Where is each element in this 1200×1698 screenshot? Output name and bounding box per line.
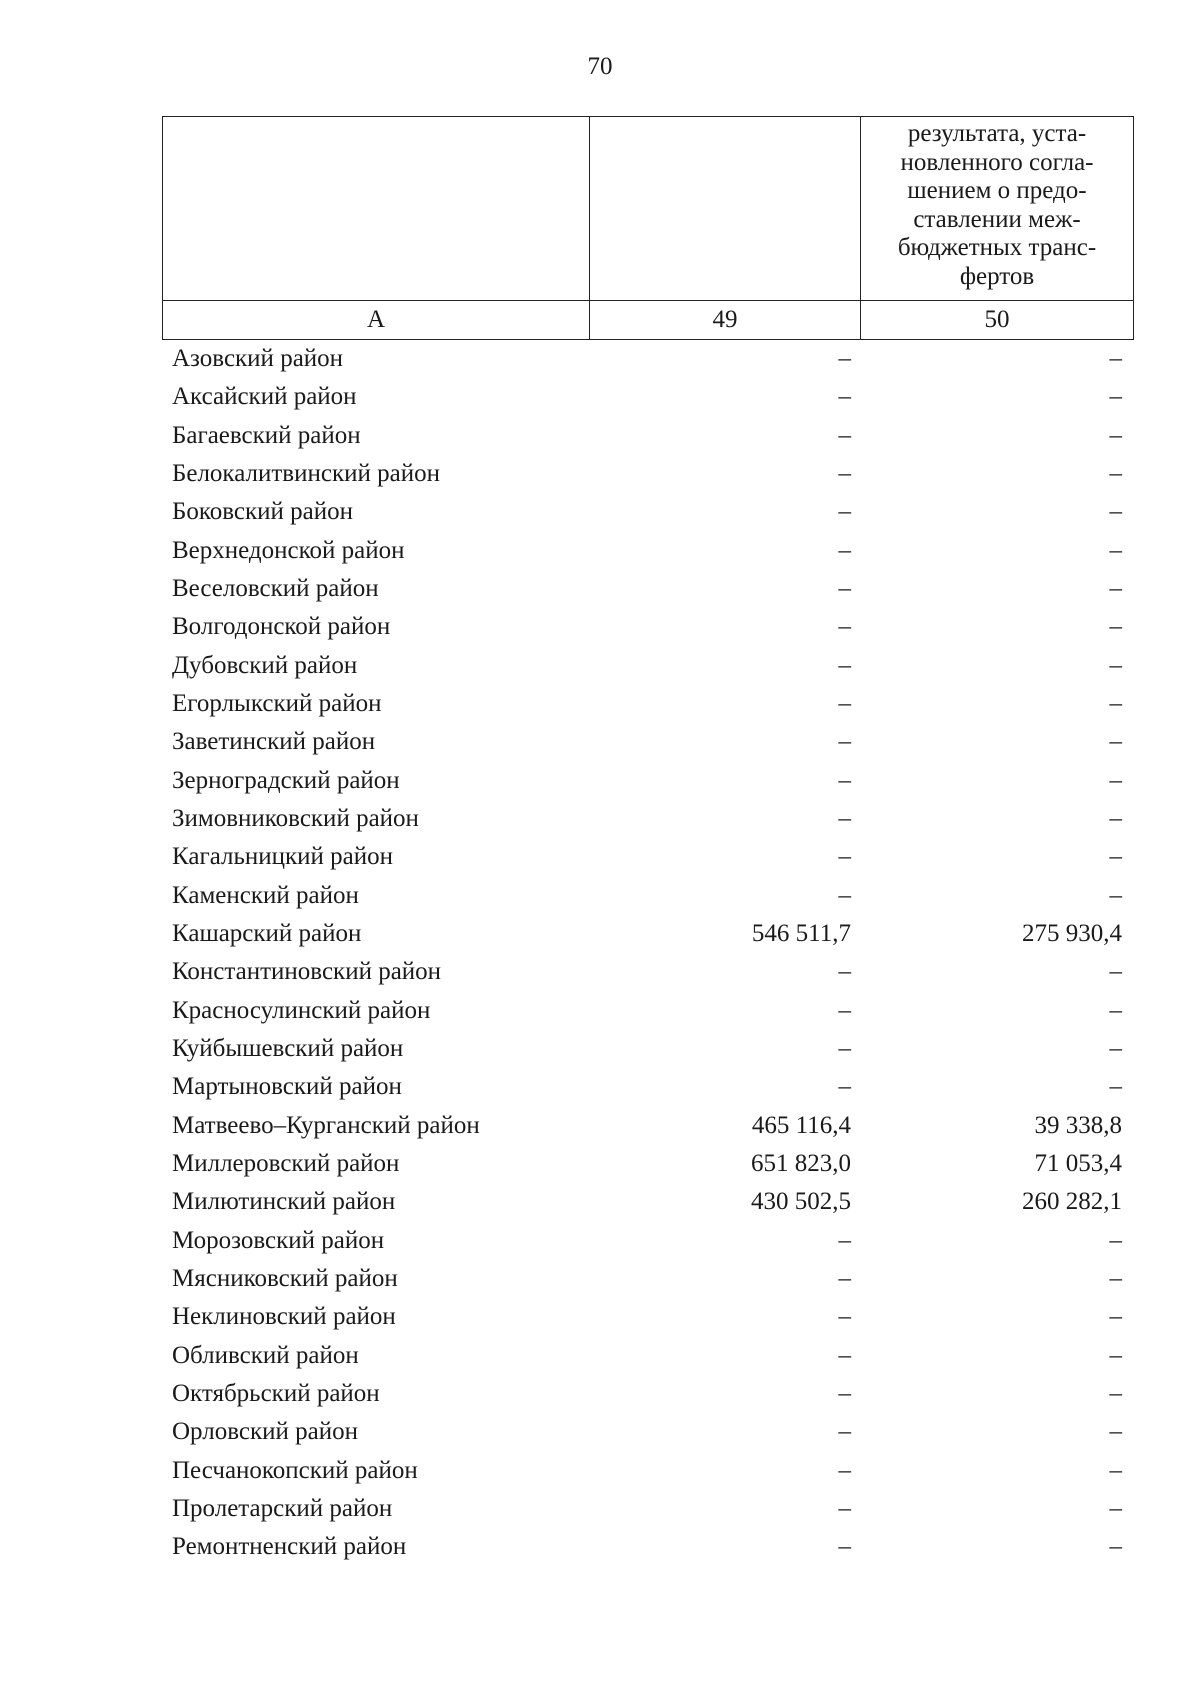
value-col-50: – xyxy=(1109,1341,1122,1369)
value-col-49: – xyxy=(838,1379,851,1407)
data-table-body xyxy=(0,340,1200,1567)
value-col-50: – xyxy=(1109,651,1122,679)
value-col-49: – xyxy=(838,574,851,602)
value-col-49: 430 502,5 xyxy=(751,1188,851,1216)
table-row xyxy=(0,570,1200,608)
value-col-49: – xyxy=(838,1034,851,1062)
district-name: Боковский район xyxy=(172,498,353,526)
district-name: Октябрьский район xyxy=(172,1379,380,1407)
value-col-50: – xyxy=(1109,996,1122,1024)
district-name: Зимовниковский район xyxy=(172,804,419,832)
value-col-50: – xyxy=(1109,1226,1122,1254)
table-row xyxy=(0,1528,1200,1566)
district-name: Милютинский район xyxy=(172,1188,396,1216)
table-row xyxy=(0,1337,1200,1375)
value-col-50: – xyxy=(1109,881,1122,909)
value-col-49: – xyxy=(838,958,851,986)
district-name: Пролетарский район xyxy=(172,1494,393,1522)
district-name: Белокалитвинский район xyxy=(172,459,440,487)
table-row xyxy=(0,1375,1200,1413)
table-row xyxy=(0,685,1200,723)
value-col-49: – xyxy=(838,345,851,372)
value-col-50: – xyxy=(1109,459,1122,487)
value-col-50: 71 053,4 xyxy=(1034,1149,1122,1177)
header-50-text: результата, уста- новленного согла- шением о предо- ставлении меж- бюджетных транс- фертов xyxy=(897,120,1097,290)
table-row xyxy=(0,532,1200,570)
table-row xyxy=(0,838,1200,876)
value-col-49: – xyxy=(838,843,851,871)
table-row xyxy=(0,877,1200,915)
district-name: Куйбышевский район xyxy=(172,1034,404,1062)
value-col-50: 275 930,4 xyxy=(1022,919,1122,947)
district-name: Каменский район xyxy=(172,881,359,909)
value-col-49: – xyxy=(838,1303,851,1331)
table-row xyxy=(0,1030,1200,1068)
district-name: Егорлыкский район xyxy=(172,689,382,717)
value-col-49: – xyxy=(838,383,851,411)
district-name: Неклиновский район xyxy=(172,1303,396,1331)
district-name: Морозовский район xyxy=(172,1226,385,1254)
district-name: Кагальницкий район xyxy=(172,843,394,871)
value-col-50: – xyxy=(1109,345,1122,372)
value-col-49: – xyxy=(838,1073,851,1101)
table-row xyxy=(0,1298,1200,1336)
value-col-49: – xyxy=(838,1494,851,1522)
table-row xyxy=(0,1260,1200,1298)
value-col-49: – xyxy=(838,1264,851,1292)
header-cell-50 xyxy=(861,117,1134,301)
value-col-50: – xyxy=(1109,1303,1122,1331)
table-row xyxy=(0,417,1200,455)
value-col-49: – xyxy=(838,1418,851,1446)
value-col-50: – xyxy=(1109,498,1122,526)
table-row xyxy=(0,1107,1200,1145)
header-row xyxy=(163,117,1134,301)
district-name: Дубовский район xyxy=(172,651,358,679)
table-row xyxy=(0,1145,1200,1183)
district-name: Азовский район xyxy=(172,345,344,372)
table-row xyxy=(0,455,1200,493)
value-col-49: – xyxy=(838,1533,851,1561)
district-name: Верхнедонской район xyxy=(172,536,405,564)
table-row xyxy=(0,723,1200,761)
table-row xyxy=(0,378,1200,416)
value-col-50: 39 338,8 xyxy=(1034,1111,1122,1139)
district-name: Заветинский район xyxy=(172,728,376,756)
value-col-50: – xyxy=(1109,1034,1122,1062)
district-name: Веселовский район xyxy=(172,574,379,602)
value-col-50: – xyxy=(1109,421,1122,449)
table-row xyxy=(0,493,1200,531)
value-col-50: – xyxy=(1109,383,1122,411)
value-col-50: – xyxy=(1109,958,1122,986)
column-number-50: 50 xyxy=(861,301,1134,340)
table-row xyxy=(0,762,1200,800)
value-col-50: – xyxy=(1109,766,1122,794)
table-row xyxy=(0,1452,1200,1490)
table-row xyxy=(0,1068,1200,1106)
value-col-49: – xyxy=(838,804,851,832)
district-name: Константиновский район xyxy=(172,958,442,986)
value-col-49: – xyxy=(838,459,851,487)
table-row xyxy=(0,1490,1200,1528)
district-name: Мартыновский район xyxy=(172,1073,402,1101)
table-row xyxy=(0,915,1200,953)
district-name: Песчанокопский район xyxy=(172,1456,418,1484)
table-row xyxy=(0,1183,1200,1221)
value-col-49: – xyxy=(838,996,851,1024)
value-col-49: – xyxy=(838,1226,851,1254)
district-name: Аксайский район xyxy=(172,383,357,411)
column-number-row xyxy=(163,301,1134,340)
district-name: Миллеровский район xyxy=(172,1149,400,1177)
header-cell-49 xyxy=(590,117,861,301)
value-col-49: – xyxy=(838,766,851,794)
district-name: Кашарский район xyxy=(172,919,362,947)
district-name: Красносулинский район xyxy=(172,996,431,1024)
table-row xyxy=(0,992,1200,1030)
district-name: Матвеево–Курганский район xyxy=(172,1111,480,1139)
value-col-50: – xyxy=(1109,1264,1122,1292)
value-col-49: – xyxy=(838,536,851,564)
value-col-50: – xyxy=(1109,843,1122,871)
table-row xyxy=(0,953,1200,991)
value-col-50: – xyxy=(1109,536,1122,564)
value-col-49: – xyxy=(838,1341,851,1369)
value-col-50: – xyxy=(1109,1379,1122,1407)
value-col-49: – xyxy=(838,613,851,641)
district-name: Зерноградский район xyxy=(172,766,400,794)
district-name: Обливский район xyxy=(172,1341,359,1369)
value-col-50: – xyxy=(1109,1494,1122,1522)
value-col-50: – xyxy=(1109,613,1122,641)
value-col-50: – xyxy=(1109,1073,1122,1101)
value-col-49: 465 116,4 xyxy=(751,1111,851,1139)
table-header xyxy=(162,116,1134,340)
column-number-a: А xyxy=(163,301,590,340)
value-col-50: – xyxy=(1109,1456,1122,1484)
value-col-50: – xyxy=(1109,728,1122,756)
page-number: 70 xyxy=(587,53,613,80)
value-col-49: – xyxy=(838,498,851,526)
value-col-49: – xyxy=(838,421,851,449)
table-row xyxy=(0,608,1200,646)
value-col-50: – xyxy=(1109,689,1122,717)
table-row xyxy=(0,1222,1200,1260)
district-name: Ремонтненский район xyxy=(172,1533,407,1561)
column-number-49: 49 xyxy=(590,301,861,340)
value-col-49: – xyxy=(838,689,851,717)
table-row xyxy=(0,647,1200,685)
district-name: Орловский район xyxy=(172,1418,358,1446)
value-col-50: – xyxy=(1109,1418,1122,1446)
district-name: Мясниковский район xyxy=(172,1264,398,1292)
value-col-50: – xyxy=(1109,1533,1122,1561)
table-row xyxy=(0,800,1200,838)
value-col-49: – xyxy=(838,881,851,909)
value-col-49: 546 511,7 xyxy=(751,919,851,947)
value-col-50: 260 282,1 xyxy=(1022,1188,1122,1216)
value-col-49: – xyxy=(838,728,851,756)
value-col-50: – xyxy=(1109,574,1122,602)
value-col-49: 651 823,0 xyxy=(751,1149,851,1177)
district-name: Волгодонской район xyxy=(172,613,391,641)
value-col-50: – xyxy=(1109,804,1122,832)
value-col-49: – xyxy=(838,1456,851,1484)
table-row xyxy=(0,340,1200,378)
table-row xyxy=(0,1413,1200,1451)
district-name: Багаевский район xyxy=(172,421,361,449)
value-col-49: – xyxy=(838,651,851,679)
header-cell-a xyxy=(163,117,590,301)
